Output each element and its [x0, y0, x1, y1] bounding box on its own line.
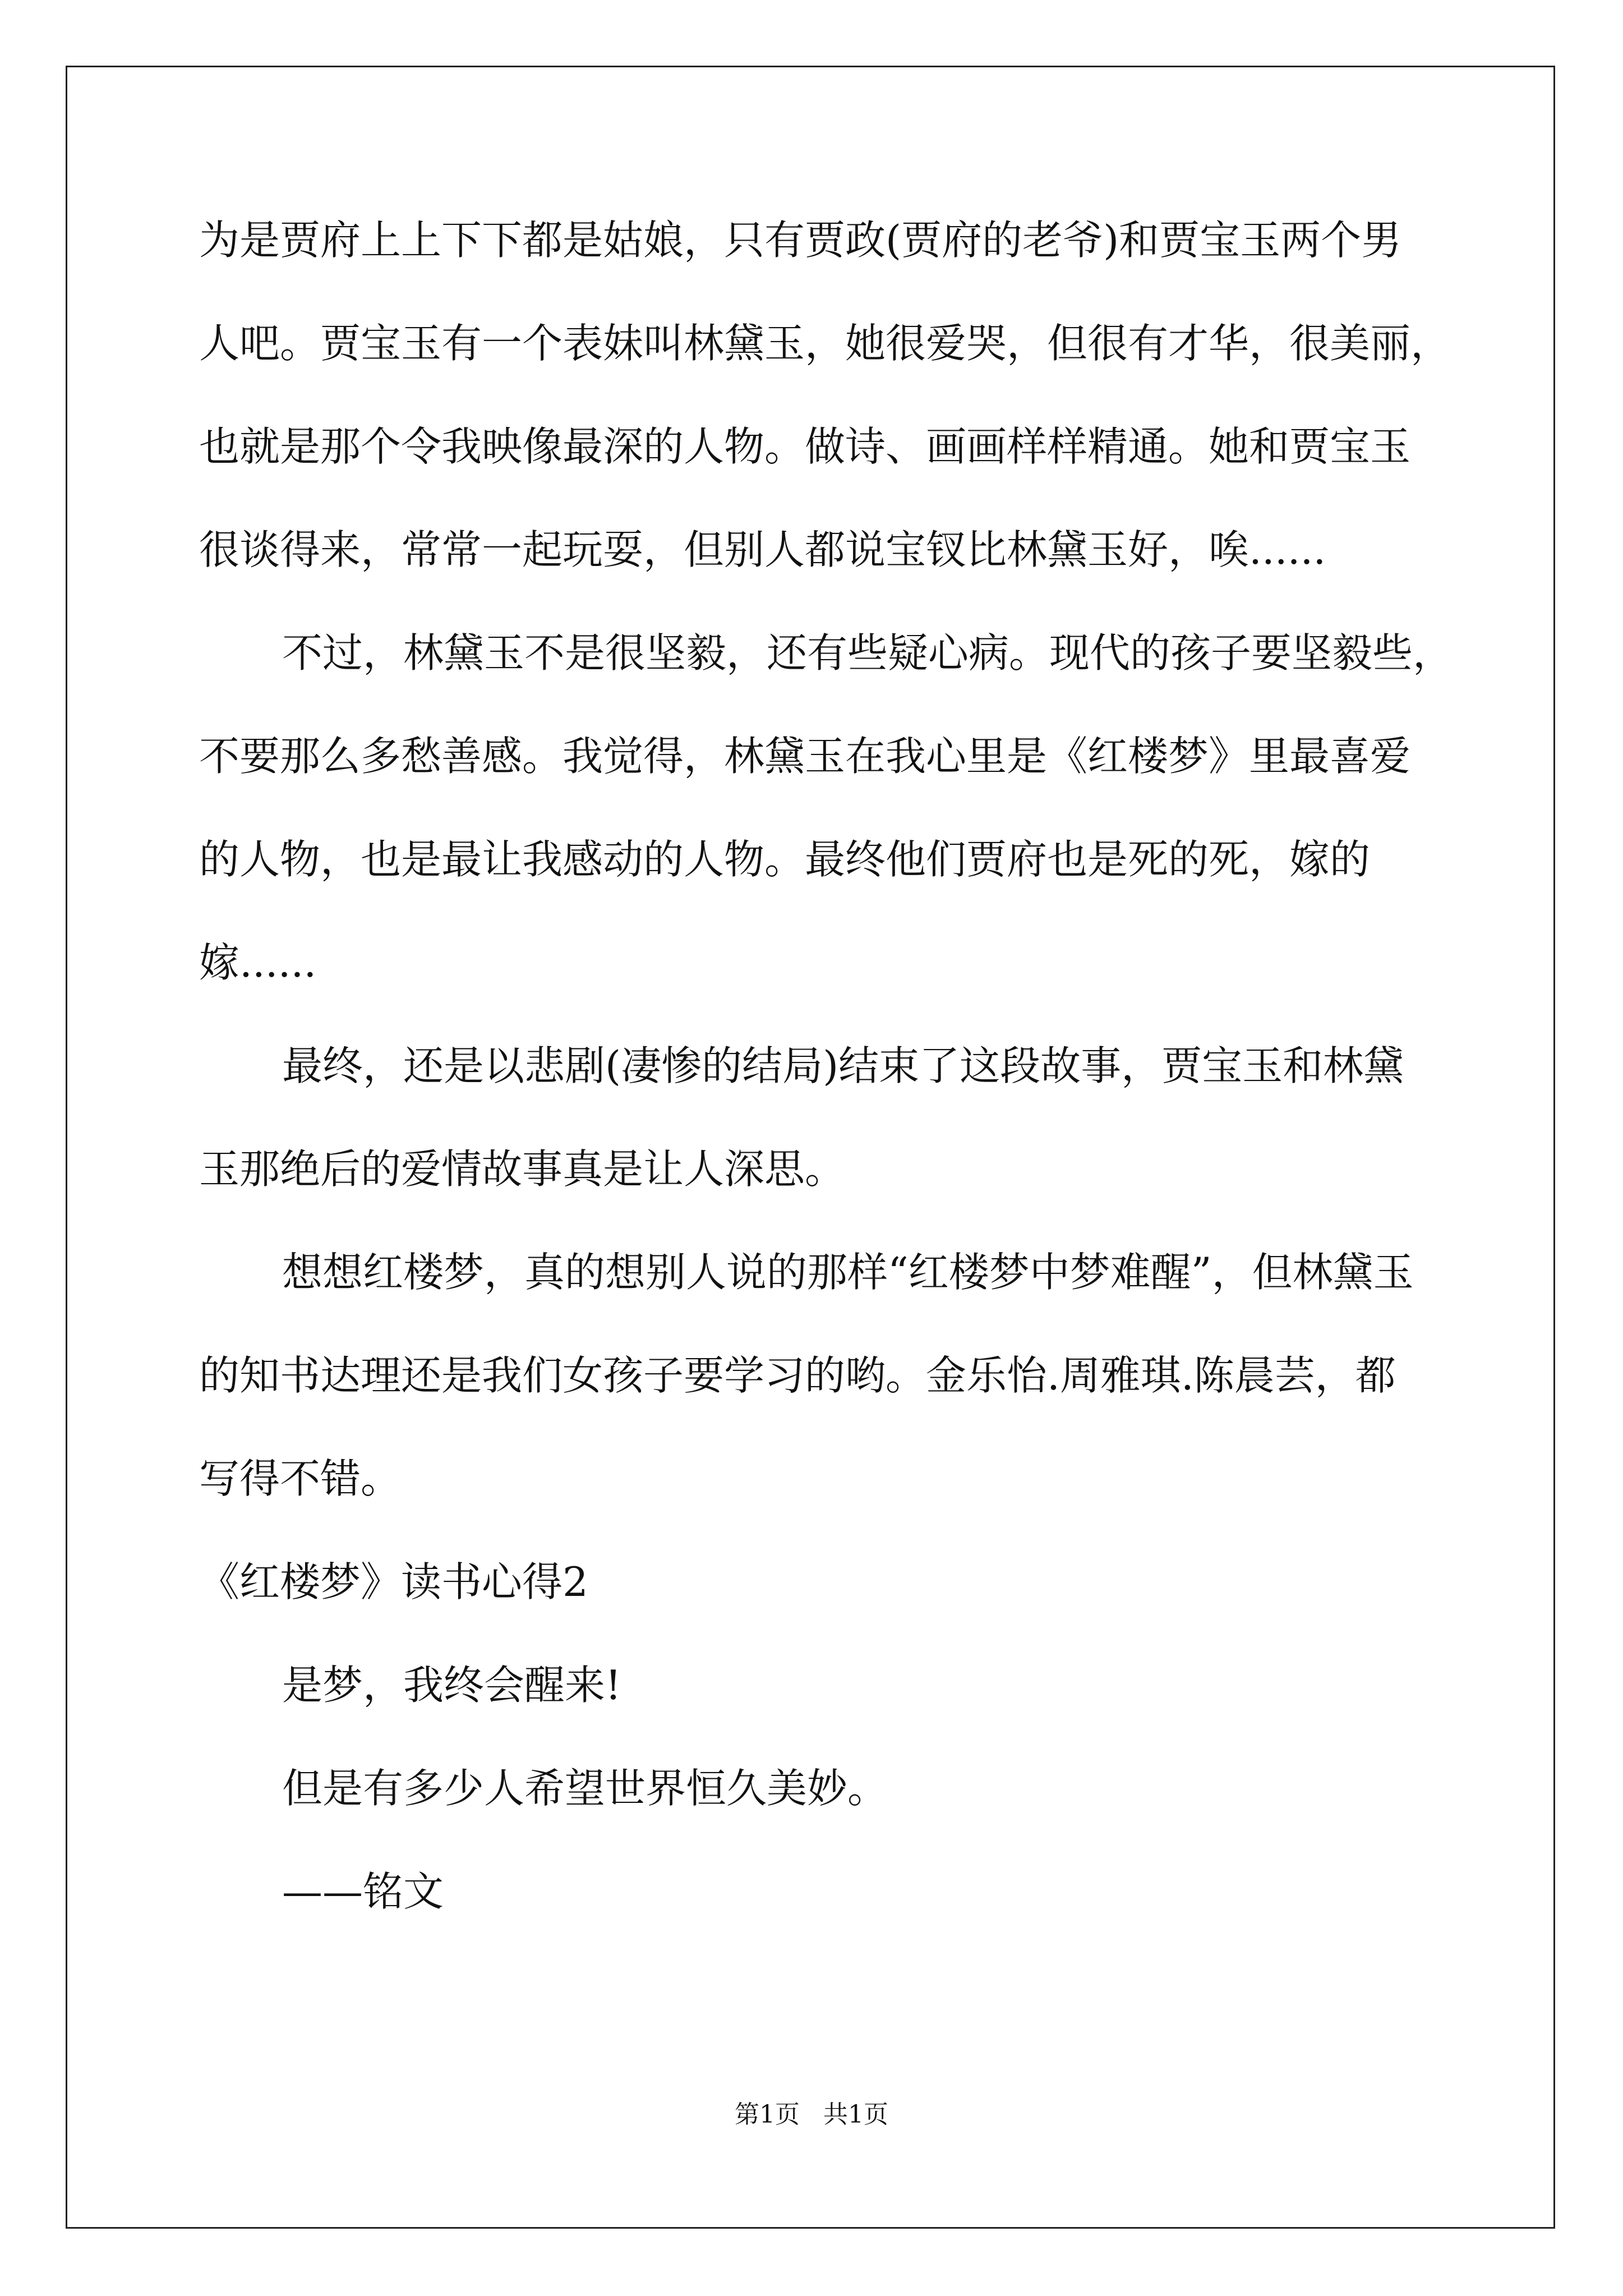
body-line: 为是贾府上上下下都是姑娘，只有贾政(贾府的老爷)和贾宝玉两个男	[199, 217, 1402, 264]
section-heading: 《红楼梦》读书心得2	[199, 1558, 588, 1605]
body-line: 也就是那个令我映像最深的人物。做诗、画画样样精通。她和贾宝玉	[199, 423, 1411, 470]
attribution-line: ——铭文	[282, 1868, 444, 1915]
body-line: 嫁......	[199, 939, 317, 986]
paragraph-start-line: 想想红楼梦，真的想别人说的那样“红楼梦中梦难醒”，但林黛玉	[282, 1249, 1414, 1296]
body-line: 的知书达理还是我们女孩子要学习的哟。金乐怡.周雅琪.陈晨芸，都	[199, 1352, 1396, 1399]
body-line: 写得不错。	[199, 1455, 402, 1502]
paragraph-start-line: 不过，林黛玉不是很坚毅，还有些疑心病。现代的孩子要坚毅些，	[282, 629, 1454, 677]
body-line: 人吧。贾宝玉有一个表妹叫林黛玉，她很爱哭，但很有才华，很美丽，	[199, 320, 1451, 367]
paragraph-start-line: 最终，还是以悲剧(凄惨的结局)结束了这段故事，贾宝玉和林黛	[282, 1042, 1404, 1089]
paragraph-start-line: 是梦，我终会醒来!	[282, 1662, 621, 1709]
body-line: 不要那么多愁善感。我觉得，林黛玉在我心里是《红楼梦》里最喜爱	[199, 733, 1411, 780]
page-number-footer: 第1页 共1页	[735, 2100, 888, 2129]
body-line: 很谈得来，常常一起玩耍，但别人都说宝钗比林黛玉好，唉......	[199, 526, 1326, 573]
paragraph-start-line: 但是有多少人希望世界恒久美妙。	[282, 1765, 888, 1812]
body-line: 玉那绝后的爱情故事真是让人深思。	[199, 1145, 846, 1193]
body-line: 的人物，也是最让我感动的人物。最终他们贾府也是死的死，嫁的	[199, 836, 1371, 883]
